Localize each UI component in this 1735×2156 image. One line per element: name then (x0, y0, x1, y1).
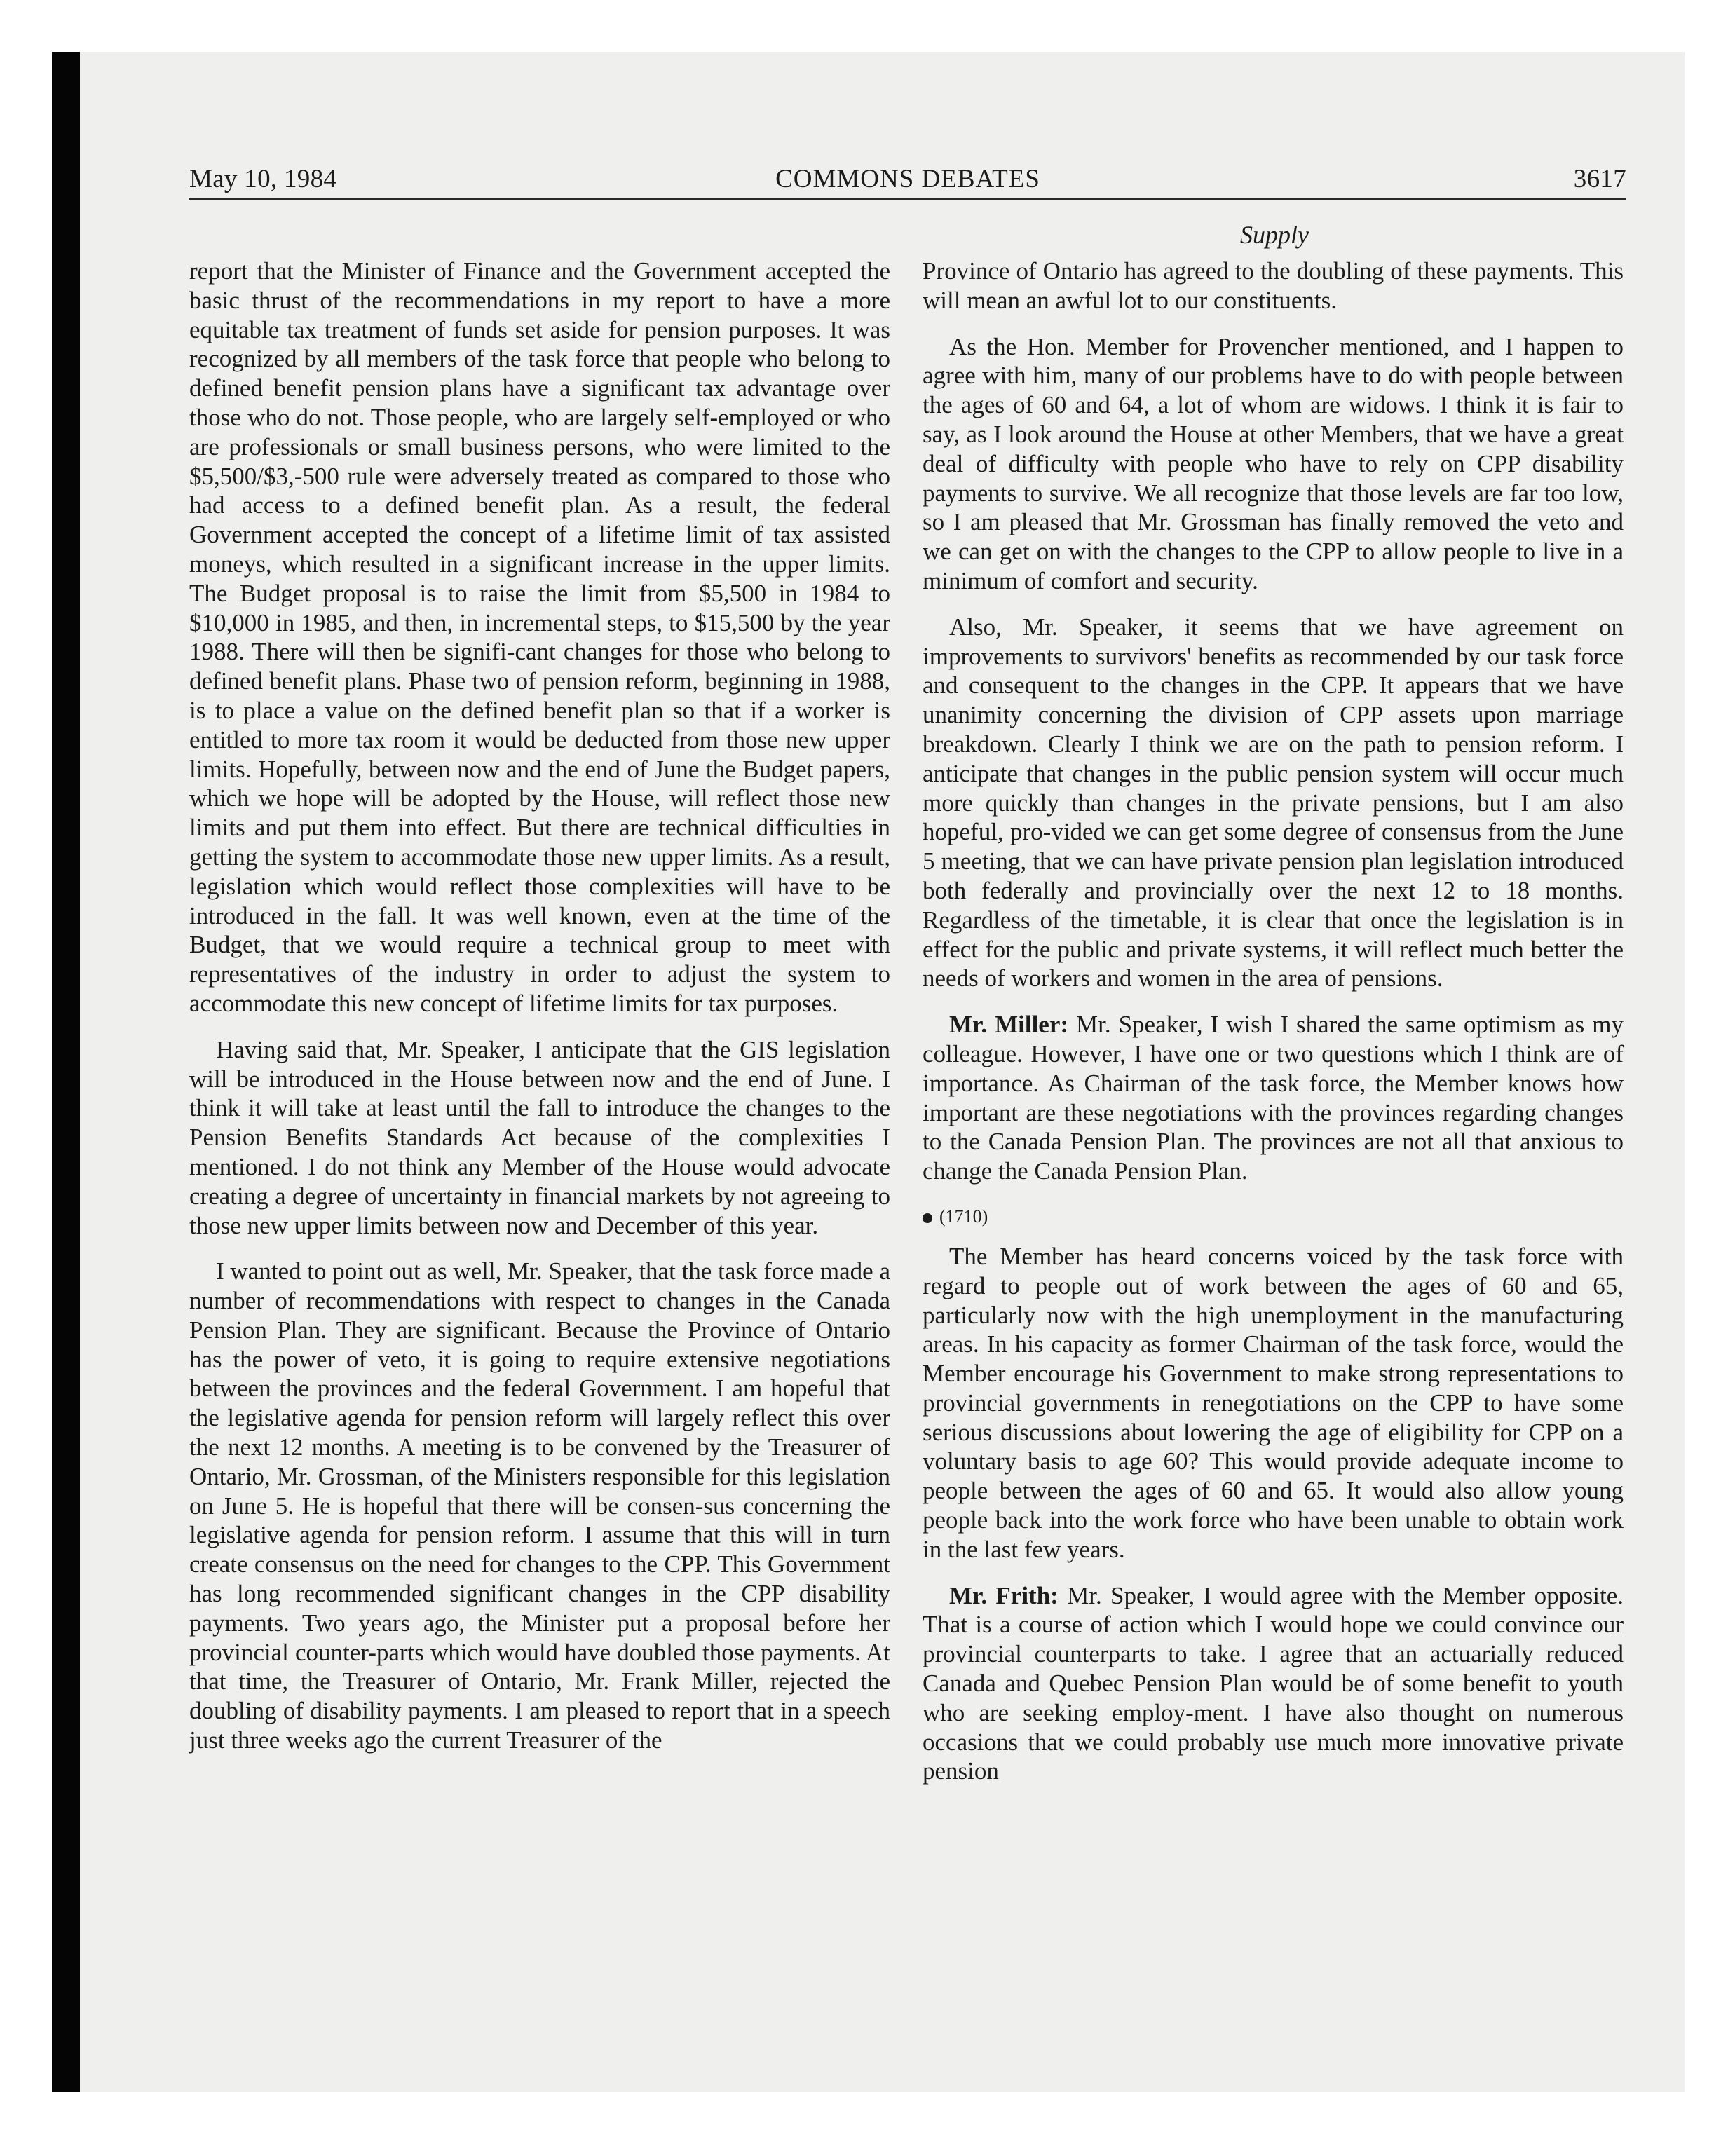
right-paragraph-5: The Member has heard concerns voiced by the task force with regard to people out of work between the ages of 60 and 65, particularly now with the high unemployment in the manufacturing areas. In his capacity as former Chairman of the task force, would the Member encourage his Government to make strong representations to provincial governments in renegotiations on the CPP to have some serious discussions about lowering the age of eligibility for CPP on a voluntary basis to age 60? This would provide adequate income to people between the ages of 60 and 65. It would also allow young people back into the work force who have been unable to obtain work in the last few years. (923, 1242, 1624, 1563)
time-marker (923, 1203, 1624, 1231)
section-label: Supply (1240, 221, 1309, 249)
right-paragraph-1: Province of Ontario has agreed to the doubling of these payments. This will mean an awful lot to our constituents. (923, 257, 1624, 314)
header-date: May 10, 1984 (189, 165, 337, 193)
left-paragraph-2: Having said that, Mr. Speaker, I anticipate that the GIS legislation will be introduced in the House between now and the end of June. I think it will take at least until the fall to introduce the changes to the Pension Benefits Standards Act because of the complexities I mentioned. I do not think any Member of the House would advocate creating a degree of uncertainty in financial markets by not agreeing to those new upper limits between now and December of this year. (189, 1035, 890, 1239)
speaker-name-miller: Mr. Miller: (949, 1011, 1069, 1039)
right-column (923, 257, 1624, 1803)
header-title: COMMONS DEBATES (775, 165, 1040, 193)
bullet-icon (923, 1213, 932, 1223)
time-marker-text: (1710) (939, 1206, 988, 1227)
left-paragraph-1: report that the Minister of Finance and the Government accepted the basic thrust of the recommendations in my report to have a more equitable tax treatment of funds set aside for pension purposes. It was recognized by all members of the task force that people who belong to defined benefit pension plans have a significant tax advantage over those who do not. Those people, who are largely self-employed or who are professionals or small business persons, who were limited to the $5,500/$3,-500 rule were adversely treated as compared to those who had access to a defined benefit plan. As a result, the federal Government accepted the concept of a lifetime limit of tax assisted moneys, which resulted in a significant increase in the upper limits. The Budget proposal is to raise the limit from $5,500 in 1984 to $10,000 in 1985, and then, in incremental steps, to $15,500 by the year 1988. There will then be signifi-cant changes for those who belong to defined benefit plans. Phase two of pension reform, beginning in 1988, is to place a value on the defined benefit plan so that if a worker is entitled to more tax room it would be deducted from those new upper limits. Hopefully, between now and the end of June the Budget papers, which we hope will be adopted by the House, will reflect those new limits and put them into effect. But there are technical difficulties in getting the system to accommodate those new upper limits. As a result, legislation which would reflect those complexities will have to be introduced in the fall. It was well known, even at the time of the Budget, that we would require a technical group to meet with representatives of the industry in order to adjust the system to accommodate this new concept of lifetime limits for tax purposes. (189, 257, 890, 1017)
header-rule (189, 198, 1626, 200)
page-header (189, 160, 1626, 199)
left-column (189, 257, 890, 1772)
speech-frith (923, 1581, 1624, 1787)
right-paragraph-3: Also, Mr. Speaker, it seems that we have agreement on improvements to survivors' benefits as recommended by our task force and consequent to the changes in the CPP. It appears that we have unanimity concerning the division of CPP assets upon marriage breakdown. Clearly I think we are on the path to pension reform. I anticipate that changes in the public pension system will occur much more quickly than changes in the private pensions, but I am also hopeful, pro-vided we can get some degree of consensus from the June 5 meeting, that we can have private pension plan legislation introduced both federally and provincially over the next 12 to 18 months. Regardless of the timetable, it is clear that once the legislation is in effect for the public and private systems, it will reflect much better the needs of workers and women in the area of pensions. (923, 613, 1624, 992)
right-paragraph-2: As the Hon. Member for Provencher mentioned, and I happen to agree with him, many of our problems have to do with people between the ages of 60 and 64, a lot of whom are widows. I think it is fair to say, as I look around the House at other Members, that we have a great deal of difficulty with people who have to rely on CPP disability payments to survive. We all recognize that those levels are far too low, so I am pleased that Mr. Grossman has finally removed the veto and we can get on with the changes to the CPP to allow people to live in a minimum of comfort and security. (923, 332, 1624, 594)
speaker-name-frith: Mr. Frith: (949, 1581, 1059, 1609)
page-number: 3617 (1573, 165, 1626, 193)
left-paragraph-3: I wanted to point out as well, Mr. Speaker, that the task force made a number of recommendations with respect to changes in the Canada Pension Plan. They are significant. Because the Province of Ontario has the power of veto, it is going to require extensive negotiations between the provinces and the federal Government. I am hopeful that the legislative agenda for pension reform will largely reflect this over the next 12 months. A meeting is to be convened by the Treasurer of Ontario, Mr. Grossman, of the Ministers responsible for this legislation on June 5. He is hopeful that there will be consen-sus concerning the legislative agenda for pension reform. I assume that this will in turn create consensus on the need for changes to the CPP. This Government has long recommended significant changes in the CPP disability payments. Two years ago, the Minister put a proposal before her provincial counter-parts which would have doubled those payments. At that time, the Treasurer of Ontario, Mr. Frank Miller, rejected the doubling of disability payments. I am pleased to report that in a speech just three weeks ago the current Treasurer of the (189, 1257, 890, 1754)
speech-text-frith: Mr. Speaker, I would agree with the Member opposite. That is a course of action which I would hope we could convince our provincial counterparts to take. I agree that an actuarially reduced Canada and Quebec Pension Plan would be of some benefit to youth who are seeking employ-ment. I have also thought on numerous occasions that we could probably use much more innovative private pension (923, 1581, 1624, 1785)
speech-text-miller: Mr. Speaker, I wish I shared the same optimism as my colleague. However, I have one or two questions which I think are of importance. As Chairman of the task force, the Member knows how important are these negotiations with the provinces regarding changes to the Canada Pension Plan. The provinces are not all that anxious to change the Canada Pension Plan. (923, 1011, 1624, 1185)
scan-edge-bar (52, 52, 80, 2092)
speech-miller (923, 1010, 1624, 1186)
